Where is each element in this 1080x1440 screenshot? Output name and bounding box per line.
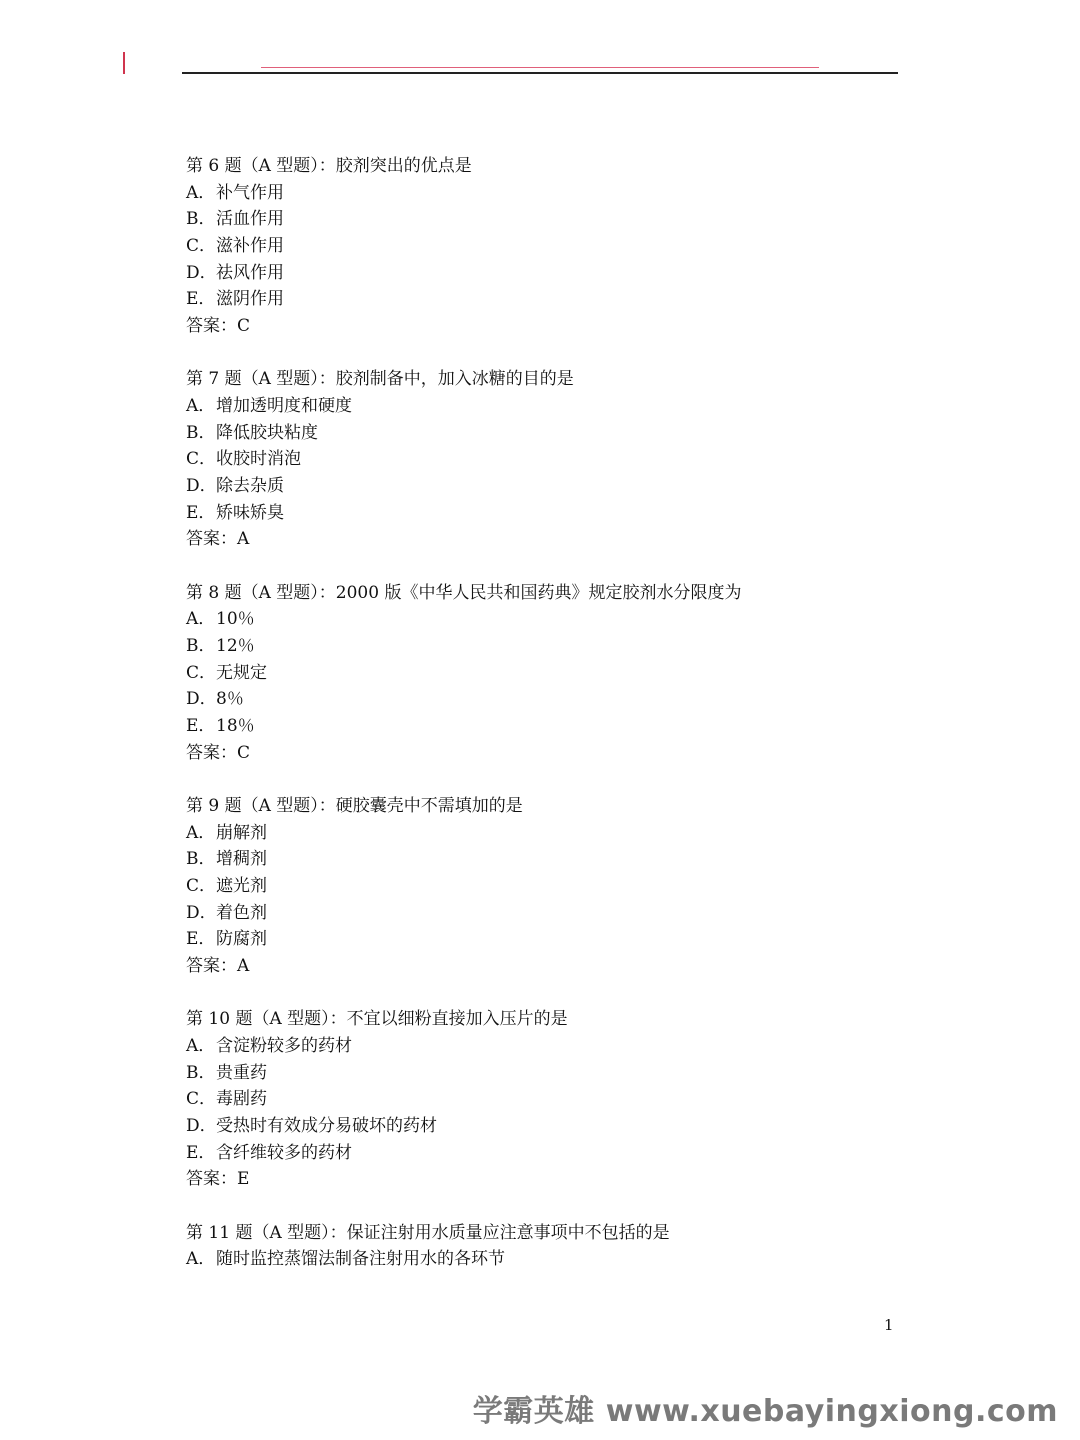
option-a (186, 606, 906, 633)
option-c (186, 1086, 906, 1113)
option-e (186, 286, 906, 313)
option-letter: E． (186, 929, 216, 950)
option-d (186, 900, 906, 927)
option-text: 滋阴作用 (216, 289, 284, 310)
option-c (186, 660, 906, 687)
option-text: 贵重药 (216, 1062, 267, 1083)
option-text: 祛风作用 (216, 262, 284, 283)
option-letter: C． (186, 1089, 217, 1110)
option-a (186, 820, 906, 847)
question-title: 第 7 题（A 型题）：胶剂制备中，加入冰糖的目的是 (186, 369, 574, 390)
option-b (186, 206, 906, 233)
option-a (186, 180, 906, 207)
answer: 答案：E (186, 1169, 250, 1190)
answer: 答案：A (186, 956, 250, 977)
answer: 答案：A (186, 529, 250, 550)
option-text: 防腐剂 (216, 929, 267, 950)
option-letter: D． (186, 902, 217, 923)
option-b (186, 1060, 906, 1087)
option-c (186, 233, 906, 260)
question-9 (186, 793, 906, 980)
option-text: 含纤维较多的药材 (216, 1142, 352, 1163)
header-red-tick (123, 52, 125, 74)
option-e (186, 1140, 906, 1167)
option-text: 增加透明度和硬度 (216, 396, 352, 416)
option-letter: E． (186, 1142, 216, 1163)
option-text: 崩解剂 (216, 822, 267, 843)
answer: 答案：C (186, 742, 251, 763)
option-text: 增稠剂 (216, 849, 267, 870)
option-text: 毒剧药 (216, 1089, 267, 1110)
option-text: 降低胶块粘度 (216, 422, 318, 443)
watermark: 学霸英雄 www.xuebayingxiong.com (472, 1394, 1058, 1429)
option-e (186, 926, 906, 953)
option-letter: C． (186, 236, 217, 257)
question-6 (186, 153, 906, 340)
page-number: 1 (884, 1316, 894, 1334)
option-letter: D． (186, 476, 217, 497)
option-letter: E． (186, 716, 216, 737)
option-letter: B． (186, 849, 216, 870)
question-title: 第 9 题（A 型题）：硬胶囊壳中不需填加的是 (186, 795, 523, 816)
option-letter: C． (186, 662, 217, 683)
option-text: 8％ (216, 689, 244, 710)
option-letter: D． (186, 262, 217, 283)
option-text: 含淀粉较多的药材 (216, 1035, 352, 1056)
option-letter: B． (186, 636, 216, 656)
option-c (186, 446, 906, 473)
question-list (186, 153, 906, 1299)
option-e (186, 500, 906, 527)
option-letter: B． (186, 209, 216, 230)
option-text: 12％ (216, 636, 255, 656)
question-title: 第 6 题（A 型题）：胶剂突出的优点是 (186, 156, 472, 176)
header-red-rule (261, 67, 819, 68)
option-text: 随时监控蒸馏法制备注射用水的各环节 (216, 1249, 505, 1270)
option-letter: A． (186, 396, 216, 416)
question-title: 第 10 题（A 型题）：不宜以细粉直接加入压片的是 (186, 1009, 568, 1030)
option-d (186, 1113, 906, 1140)
option-text: 无规定 (216, 662, 267, 683)
header-rule (182, 72, 898, 74)
option-text: 除去杂质 (216, 476, 284, 497)
option-text: 18％ (216, 716, 255, 737)
option-letter: D． (186, 1116, 217, 1136)
question-title: 第 8 题（A 型题）：2000 版《中华人民共和国药典》规定胶剂水分限度为 (186, 582, 742, 603)
option-a (186, 1246, 906, 1273)
option-text: 着色剂 (216, 902, 267, 923)
answer: 答案：C (186, 316, 251, 337)
question-7 (186, 366, 906, 553)
option-a (186, 393, 906, 420)
option-a (186, 1033, 906, 1060)
option-letter: E． (186, 502, 216, 523)
option-text: 活血作用 (216, 209, 284, 230)
option-letter: A． (186, 1035, 216, 1056)
question-11 (186, 1220, 906, 1273)
option-letter: A． (186, 822, 216, 843)
option-b (186, 420, 906, 447)
option-letter: A． (186, 609, 216, 630)
option-text: 10％ (216, 609, 255, 630)
option-d (186, 260, 906, 287)
option-d (186, 473, 906, 500)
option-letter: C． (186, 449, 217, 470)
option-b (186, 846, 906, 873)
option-text: 受热时有效成分易破坏的药材 (216, 1116, 437, 1136)
option-text: 补气作用 (216, 182, 284, 203)
option-text: 遮光剂 (216, 876, 267, 896)
option-b (186, 633, 906, 660)
question-8 (186, 580, 906, 767)
option-text: 收胶时消泡 (216, 449, 301, 470)
option-text: 滋补作用 (216, 236, 284, 257)
option-letter: A． (186, 1249, 216, 1270)
question-10 (186, 1006, 906, 1193)
question-title: 第 11 题（A 型题）：保证注射用水质量应注意事项中不包括的是 (186, 1222, 670, 1243)
option-letter: A． (186, 182, 216, 203)
option-letter: B． (186, 422, 216, 443)
option-letter: D． (186, 689, 217, 710)
option-d (186, 686, 906, 713)
option-c (186, 873, 906, 900)
option-letter: B． (186, 1062, 216, 1083)
option-letter: C． (186, 876, 217, 896)
option-e (186, 713, 906, 740)
option-text: 矫味矫臭 (216, 502, 284, 523)
option-letter: E． (186, 289, 216, 310)
